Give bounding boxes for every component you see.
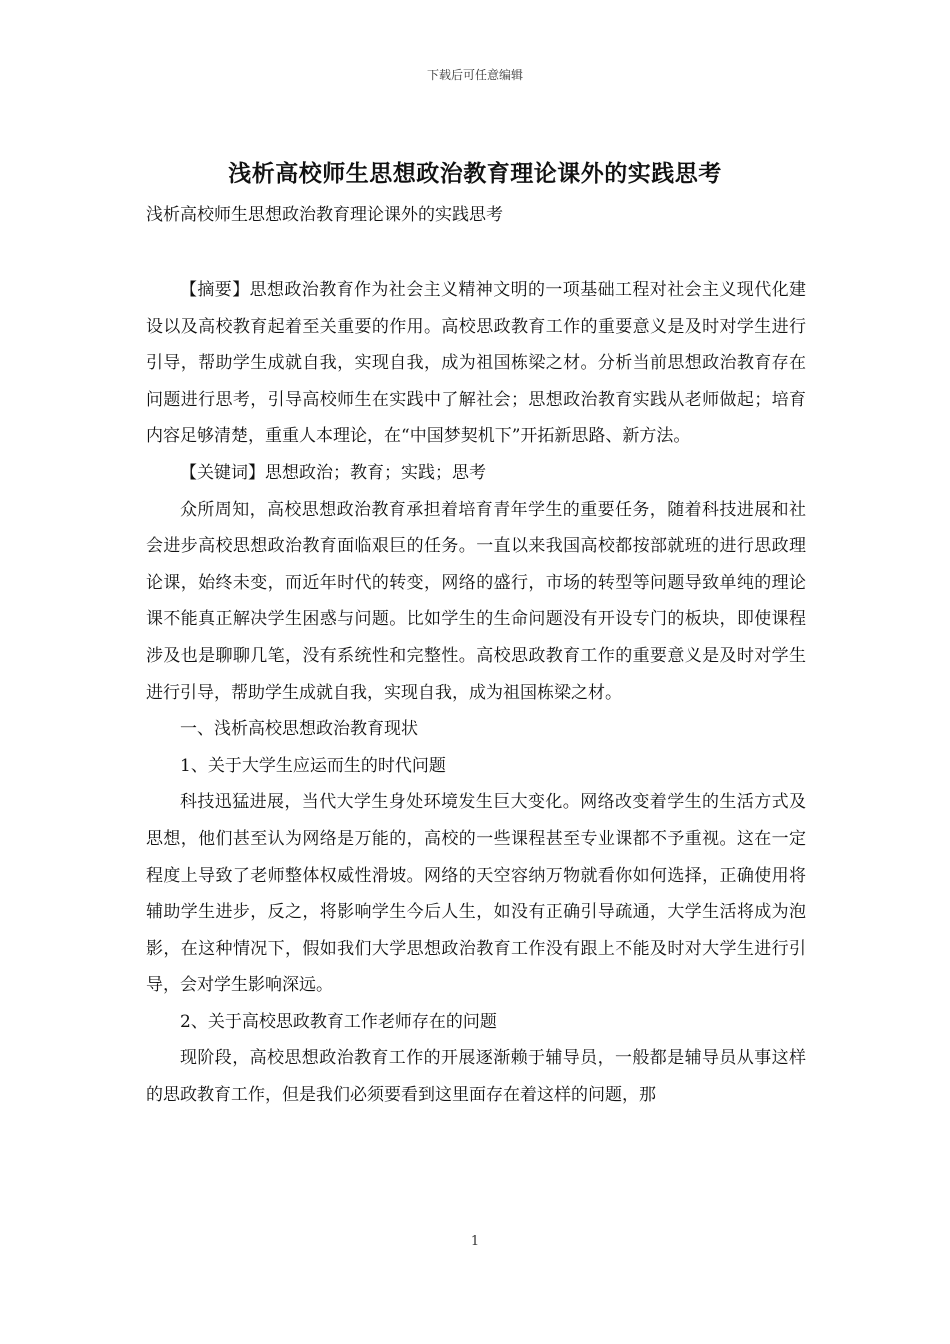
document-title: 浅析高校师生思想政治教育理论课外的实践思考 xyxy=(228,160,722,187)
document-subtitle: 浅析高校师生思想政治教育理论课外的实践思考 xyxy=(146,205,503,225)
abstract-paragraph: 【摘要】思想政治教育作为社会主义精神文明的一项基础工程对社会主义现代化建设以及高校教育起着至关重要的作用。高校思政教育工作的重要意义是及时对学生进行引导，帮助学生成就自我，实现自我，成为祖国栋梁之材。分析当前思想政治教育存在问题进行思考，引导高校师生在实践中了解社会；思想政治教育实践从老师做起；培育内容足够清楚，重重人本理论，在“中国梦契机下”开拓新思路、新方法。 xyxy=(146,280,806,447)
body-paragraph: 科技迅猛进展，当代大学生身处环境发生巨大变化。网络改变着学生的生活方式及思想，他们甚至认为网络是万能的，高校的一些课程甚至专业课都不予重视。这在一定程度上导致了老师整体权威性滑坡。网络的天空容纳万物就看你如何选择，正确使用将辅助学生进步，反之，将影响学生今后人生，如没有正确引导疏通，大学生活将成为泡影，在这种情况下，假如我们大学思想政治教育工作没有跟上不能及时对大学生进行引导，会对学生影响深远。 xyxy=(146,792,806,996)
document-body xyxy=(146,272,806,1114)
body-paragraph: 现阶段，高校思想政治教育工作的开展逐渐赖于辅导员，一般都是辅导员从事这样的思政教育工作，但是我们必须要看到这里面存在着这样的问题，那 xyxy=(146,1048,806,1106)
subsection-heading-2: 2、关于高校思政教育工作老师存在的问题 xyxy=(180,1011,497,1032)
subsection-heading-1: 1、关于大学生应运而生的时代问题 xyxy=(180,755,446,776)
keywords-paragraph: 【关键词】思想政治；教育；实践；思考 xyxy=(180,462,486,483)
section-heading-1: 一、浅析高校思想政治教育现状 xyxy=(180,719,418,740)
header-note: 下载后可任意编辑 xyxy=(426,68,523,82)
page-number: 1 xyxy=(470,1234,480,1249)
intro-paragraph: 众所周知，高校思想政治教育承担着培育青年学生的重要任务，随着科技进展和社会进步高校思想政治教育面临艰巨的任务。一直以来我国高校都按部就班的进行思政理论课，始终未变，而近年时代的转变，网络的盛行，市场的转型等问题导致单纯的理论课不能真正解决学生困惑与问题。比如学生的生命问题没有开设专门的板块，即使课程涉及也是聊聊几笔，没有系统性和完整性。高校思政教育工作的重要意义是及时对学生进行引导，帮助学生成就自我，实现自我，成为祖国栋梁之材。 xyxy=(146,499,806,703)
